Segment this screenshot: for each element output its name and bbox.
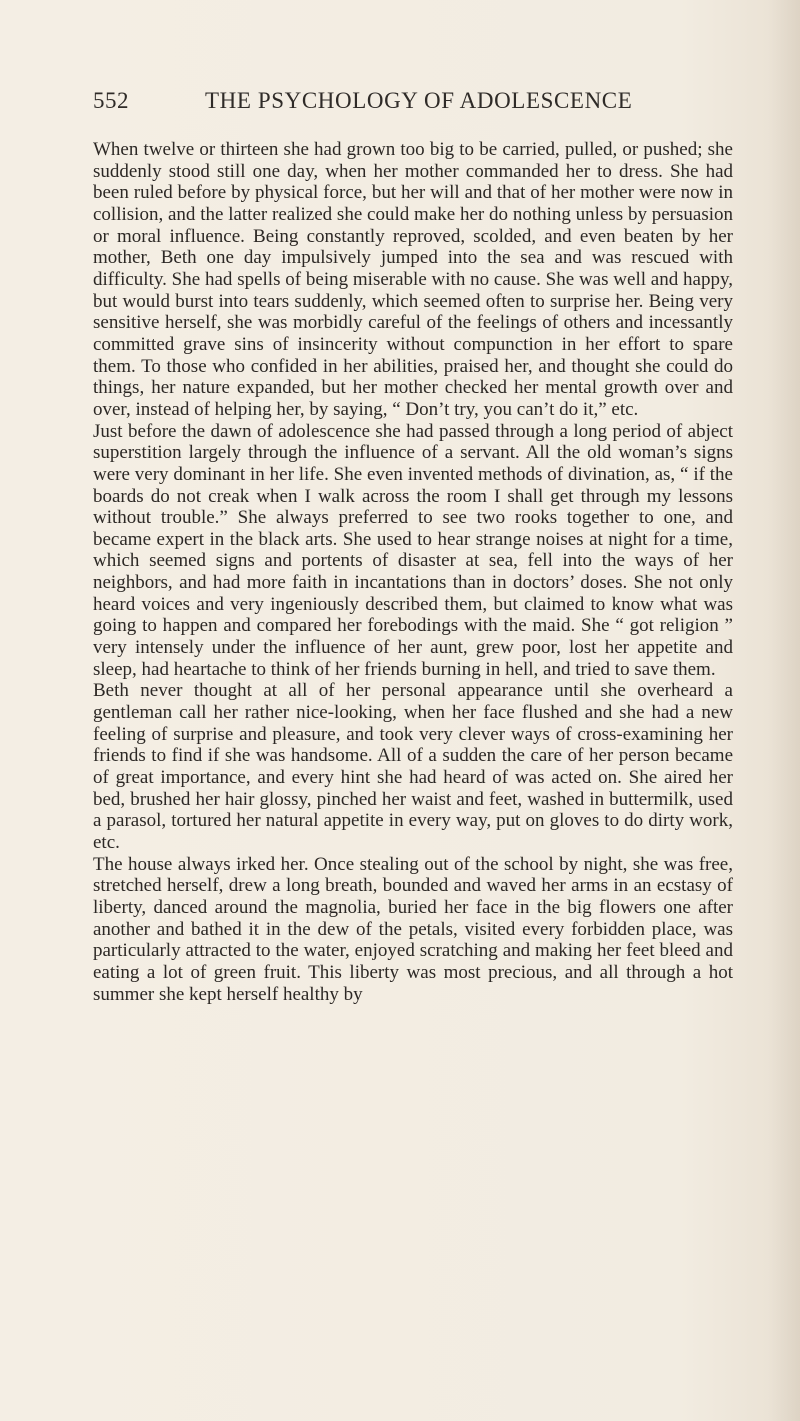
body-text [93,139,733,1005]
running-head: THE PSYCHOLOGY OF ADOLESCENCE [205,88,633,113]
paragraph: Just before the dawn of adolescence she had passed through a long period of abject superstition largely through the influence of a servant. All the old woman’s signs were very dominant in her life. She even invented methods of divination, as, “ if the boards do not creak when I walk across the room I shall get through my lessons without trouble.” She always preferred to see two rooks together to one, and became expert in the black arts. She used to hear strange noises at night for a time, which seemed signs and portents of disaster at sea, fell into the ways of her neighbors, and had more faith in incantations than in doctors’ doses. She not only heard voices and very ingeniously described them, but claimed to know what was going to happen and compared her forebodings with the maid. She “ got religion ” very intensely under the influence of her aunt, grew poor, lost her appetite and sleep, had heartache to think of her friends burning in hell, and tried to save them. [93,420,733,680]
page-header [93,88,733,128]
paragraph: Beth never thought at all of her personal appearance until she overheard a gentleman call her rather nice-looking, when her face flushed and she had a new feeling of surprise and pleasure, and took very clever ways of cross-examining her friends to find if she was handsome. All of a sudden the care of her person became of great importance, and every hint she had heard of was acted on. She aired her bed, brushed her hair glossy, pinched her waist and feet, washed in buttermilk, used a parasol, tortured her natural appetite in every way, put on gloves to do dirty work, etc. [93,680,733,853]
paragraph: The house always irked her. Once stealing out of the school by night, she was free, stretched herself, drew a long breath, bounded and waved her arms in an ecstasy of liberty, danced around the magnolia, buried her face in the big flowers one after another and bathed it in the dew of the petals, visited every forbidden place, was particularly attracted to the water, enjoyed scratching and making her feet bleed and eating a lot of green fruit. This liberty was most precious, and all through a hot summer she kept herself healthy by [93,853,733,1005]
page-number: 552 [93,88,129,113]
paragraph: When twelve or thirteen she had grown too big to be carried, pulled, or pushed; she suddenly stood still one day, when her mother commanded her to dress. She had been ruled before by physical force, but her will and that of her mother were now in collision, and the latter realized she could make her do nothing unless by persuasion or moral influence. Being constantly reproved, scolded, and even beaten by her mother, Beth one day impulsively jumped into the sea and was rescued with difficulty. She had spells of being miserable with no cause. She was well and happy, but would burst into tears suddenly, which seemed often to surprise her. Being very sensitive herself, she was morbidly careful of the feelings of others and incessantly committed grave sins of insincerity without compunction in her effort to spare them. To those who confided in her abilities, praised her, and thought she could do things, her nature expanded, but her mother checked her mental growth over and over, instead of helping her, by saying, “ Don’t try, you can’t do it,” etc. [93,139,733,420]
